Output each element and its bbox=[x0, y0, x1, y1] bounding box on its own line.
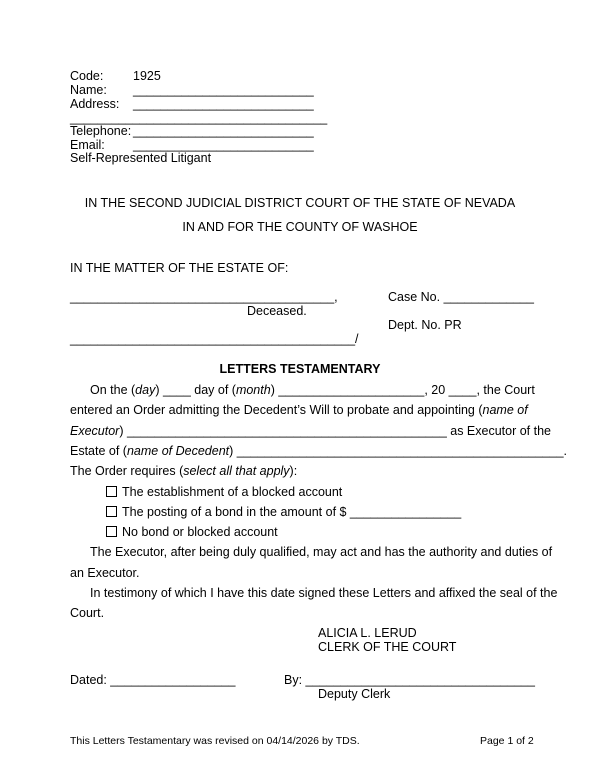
decedent-name-field[interactable]: ______________________________________, bbox=[70, 290, 338, 304]
email-field[interactable]: __________________________ bbox=[133, 138, 314, 152]
option-no-bond[interactable] bbox=[106, 525, 278, 540]
page-number: Page 1 of 2 bbox=[480, 735, 534, 747]
checkbox-bond[interactable] bbox=[106, 506, 117, 517]
address-label: Address: bbox=[70, 97, 120, 111]
name-label: Name: bbox=[70, 83, 107, 97]
body-line-4: Estate of (name of Decedent) _______________________________________________. bbox=[70, 444, 567, 458]
caption-blank-line[interactable]: _________________________________________/ bbox=[70, 332, 359, 346]
revision-note: This Letters Testamentary was revised on 04/14/2026 by TDS. bbox=[70, 735, 360, 747]
deputy-clerk-label: Deputy Clerk bbox=[318, 687, 391, 701]
clerk-title: CLERK OF THE COURT bbox=[318, 640, 457, 654]
address-field[interactable]: __________________________ bbox=[133, 97, 314, 111]
code-label: Code: bbox=[70, 69, 104, 83]
deceased-label: Deceased. bbox=[247, 304, 307, 318]
by-signature-field[interactable]: By: _________________________________ bbox=[284, 673, 535, 687]
address-line2-field[interactable]: _____________________________________ bbox=[70, 111, 328, 125]
option-bond[interactable] bbox=[106, 505, 461, 520]
clerk-name: ALICIA L. LERUD bbox=[318, 626, 417, 640]
body-line-3: Executor) ______________________________________________ as Executor of the bbox=[70, 424, 551, 438]
body-line-9: Court. bbox=[70, 606, 105, 620]
telephone-label: Telephone: bbox=[70, 124, 132, 138]
body-line-6: The Executor, after being duly qualified, may act and has the authority and duties of bbox=[90, 545, 553, 559]
order-requires-line: The Order requires (select all that apply): bbox=[70, 464, 298, 478]
dept-number: Dept. No. PR bbox=[388, 318, 462, 332]
option-bond-label: The posting of a bond in the amount of $ ________________ bbox=[122, 505, 462, 519]
court-line-2: IN AND FOR THE COUNTY OF WASHOE bbox=[182, 220, 418, 234]
option-no-bond-label: No bond or blocked account bbox=[122, 525, 278, 539]
body-line-1: On the (day) ____ day of (month) _____________________, 20 ____, the Court bbox=[90, 383, 535, 397]
checkbox-no-bond[interactable] bbox=[106, 526, 117, 537]
telephone-field[interactable]: __________________________ bbox=[133, 124, 314, 138]
document-title: LETTERS TESTAMENTARY bbox=[219, 362, 381, 376]
case-number-field[interactable]: Case No. _____________ bbox=[388, 290, 534, 304]
court-line-1: IN THE SECOND JUDICIAL DISTRICT COURT OF THE STATE OF NEVADA bbox=[84, 196, 516, 210]
email-label: Email: bbox=[70, 138, 105, 152]
body-line-2: entered an Order admitting the Decedent’s Will to probate and appointing (name of bbox=[70, 403, 528, 417]
body-line-7: an Executor. bbox=[70, 566, 140, 580]
matter-heading: IN THE MATTER OF THE ESTATE OF: bbox=[70, 261, 289, 275]
option-blocked-account-label: The establishment of a blocked account bbox=[122, 485, 343, 499]
option-blocked-account[interactable] bbox=[106, 485, 342, 500]
dated-field[interactable]: Dated: __________________ bbox=[70, 673, 236, 687]
code-value: 1925 bbox=[133, 69, 161, 83]
litigant-label: Self-Represented Litigant bbox=[70, 151, 212, 165]
checkbox-blocked-account[interactable] bbox=[106, 486, 117, 497]
body-line-8: In testimony of which I have this date signed these Letters and affixed the seal of the bbox=[90, 586, 558, 600]
name-field[interactable]: __________________________ bbox=[133, 83, 314, 97]
